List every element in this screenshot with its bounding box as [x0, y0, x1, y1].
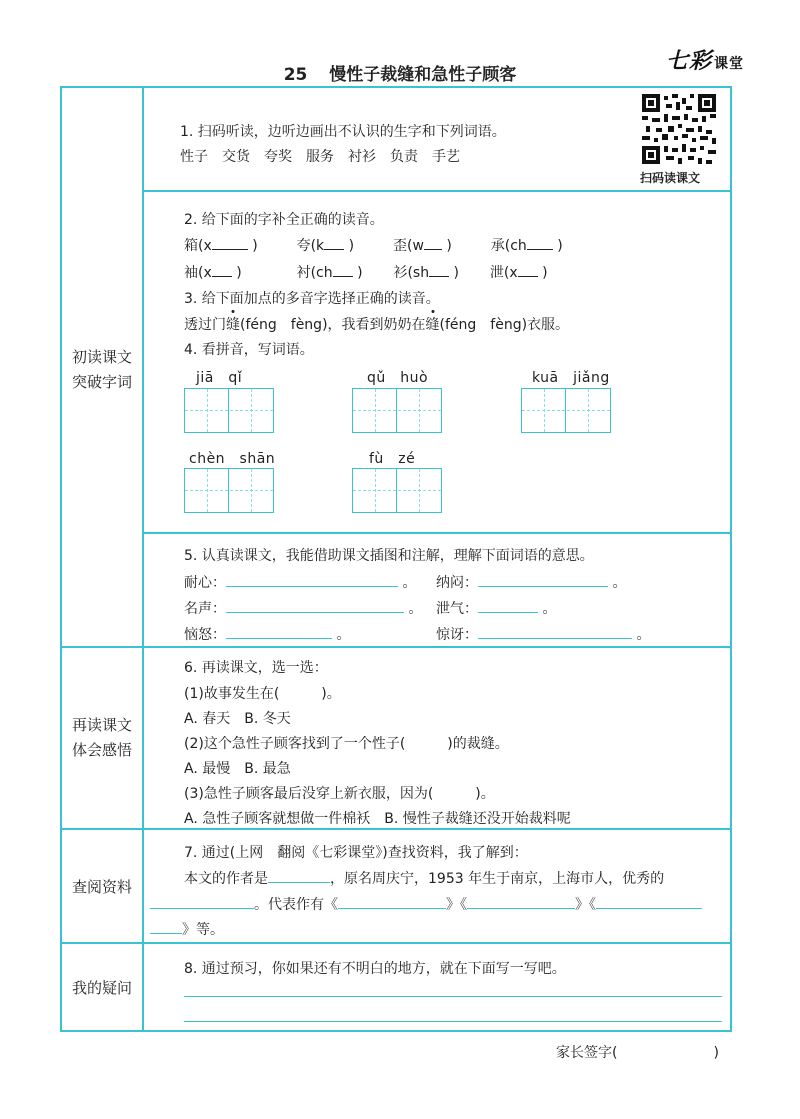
author-blank[interactable]: [268, 868, 330, 883]
q1-prompt: 1. 扫码听读，边听边画出不认识的生字和下列词语。: [180, 124, 506, 140]
answer-blank[interactable]: [212, 262, 232, 277]
pinyin-label: fù zé: [369, 451, 416, 467]
definition-line[interactable]: [226, 624, 332, 639]
q6-question-3[interactable]: (3)急性子顾客最后没穿上新衣服，因为( )。: [184, 786, 495, 802]
definition-line[interactable]: [478, 572, 608, 587]
title-blank[interactable]: [150, 894, 254, 909]
answer-blank[interactable]: [212, 235, 248, 250]
answer-blank[interactable]: [333, 262, 353, 277]
lesson-title: 慢性子裁缝和急性子顾客: [329, 65, 517, 85]
q5-prompt: 5. 认真读课文，我能借助课文插图和注解，理解下面词语的意思。: [184, 548, 594, 564]
q5-item: 惊讶： 。: [436, 624, 650, 644]
work-blank[interactable]: [338, 894, 446, 909]
qr-code-icon: [642, 94, 716, 164]
writing-grid[interactable]: [521, 388, 611, 433]
writing-grid[interactable]: [352, 388, 442, 433]
q7-prompt: 7. 通过(上网 翻阅《七彩课堂》)查找资料，我了解到：: [184, 845, 528, 861]
brand-logo: 七彩 课堂: [665, 49, 744, 74]
writing-line[interactable]: [184, 1021, 722, 1022]
pinyin-label: kuā jiǎng: [532, 370, 610, 386]
definition-line[interactable]: [478, 624, 632, 639]
q2-row2: 袖(x ) 衬(ch ) 衫(sh ) 泄(x ): [184, 262, 548, 282]
qr-caption: 扫码读课文: [640, 171, 701, 185]
q3-prompt: 3. 给下面加点的多音字选择正确的读音。: [184, 291, 440, 307]
q6-question-2[interactable]: (2)这个急性子顾客找到了一个性子( )的裁缝。: [184, 736, 509, 752]
q3-choice-1[interactable]: (féng fèng)，我看到奶奶在: [240, 317, 426, 333]
section-label-research: 查阅资料: [71, 878, 132, 896]
answer-blank[interactable]: [429, 262, 449, 277]
definition-line[interactable]: [226, 598, 404, 613]
q3-choice-2[interactable]: (féng fèng)衣服。: [439, 317, 570, 333]
q6-prompt: 6. 再读课文，选一选：: [184, 660, 328, 676]
section-label-preview: 初读课文 突破字词: [71, 348, 132, 391]
q1-words: 性子 交货 夸奖 服务 衬衫 负责 手艺: [180, 149, 460, 165]
section-label-reread: 再读课文 体会感悟: [71, 716, 132, 759]
q6-options-1: A. 春天 B. 冬天: [184, 711, 291, 727]
answer-blank[interactable]: [324, 235, 344, 250]
q5-item: 纳闷： 。: [436, 572, 626, 592]
answer-blank[interactable]: [424, 235, 442, 250]
parent-signature[interactable]: 家长签字( ): [556, 1045, 719, 1061]
section-label-questions: 我的疑问: [71, 979, 132, 997]
q5-item: 泄气： 。: [436, 598, 556, 618]
writing-grid[interactable]: [184, 468, 274, 513]
q5-item: 名声： 。: [184, 598, 422, 618]
q2-prompt: 2. 给下面的字补全正确的读音。: [184, 212, 384, 228]
q7-line-1: 本文的作者是 ，原名周庆宁，1953 年生于南京，上海市人，优秀的: [184, 868, 664, 888]
q3-sentence: 透过门缝(féng fèng)，我看到奶奶在缝(féng fèng)衣服。: [184, 314, 569, 334]
pinyin-label: chèn shān: [189, 451, 276, 467]
writing-grid[interactable]: [352, 468, 442, 513]
q7-line-2: 。代表作有《 》《 》《: [150, 894, 702, 914]
answer-blank[interactable]: [518, 262, 538, 277]
q6-options-2: A. 最慢 B. 最急: [184, 761, 291, 777]
definition-line[interactable]: [226, 572, 398, 587]
work-blank[interactable]: [596, 894, 702, 909]
pinyin-label: qǔ huò: [367, 370, 429, 386]
q8-prompt: 8. 通过预习，你如果还有不明白的地方，就在下面写一写吧。: [184, 961, 566, 977]
lesson-number: 25: [283, 65, 308, 85]
work-blank[interactable]: [467, 894, 575, 909]
writing-line[interactable]: [184, 996, 722, 997]
q4-prompt: 4. 看拼音，写词语。: [184, 342, 314, 358]
pinyin-label: jiā qǐ: [196, 370, 243, 386]
work-blank[interactable]: [150, 919, 182, 934]
writing-grid[interactable]: [184, 388, 274, 433]
definition-line[interactable]: [478, 598, 538, 613]
q5-item: 耐心： 。: [184, 572, 416, 592]
answer-blank[interactable]: [527, 235, 553, 250]
q2-row1: 箱(x ) 夸(k ) 歪(w ) 承(ch ): [184, 235, 563, 255]
q6-options-3: A. 急性子顾客就想做一件棉袄 B. 慢性子裁缝还没开始裁料呢: [184, 811, 571, 827]
q6-question-1[interactable]: (1)故事发生在( )。: [184, 686, 341, 702]
q5-item: 恼怒： 。: [184, 624, 350, 644]
q7-line-3: 》等。: [150, 919, 224, 939]
